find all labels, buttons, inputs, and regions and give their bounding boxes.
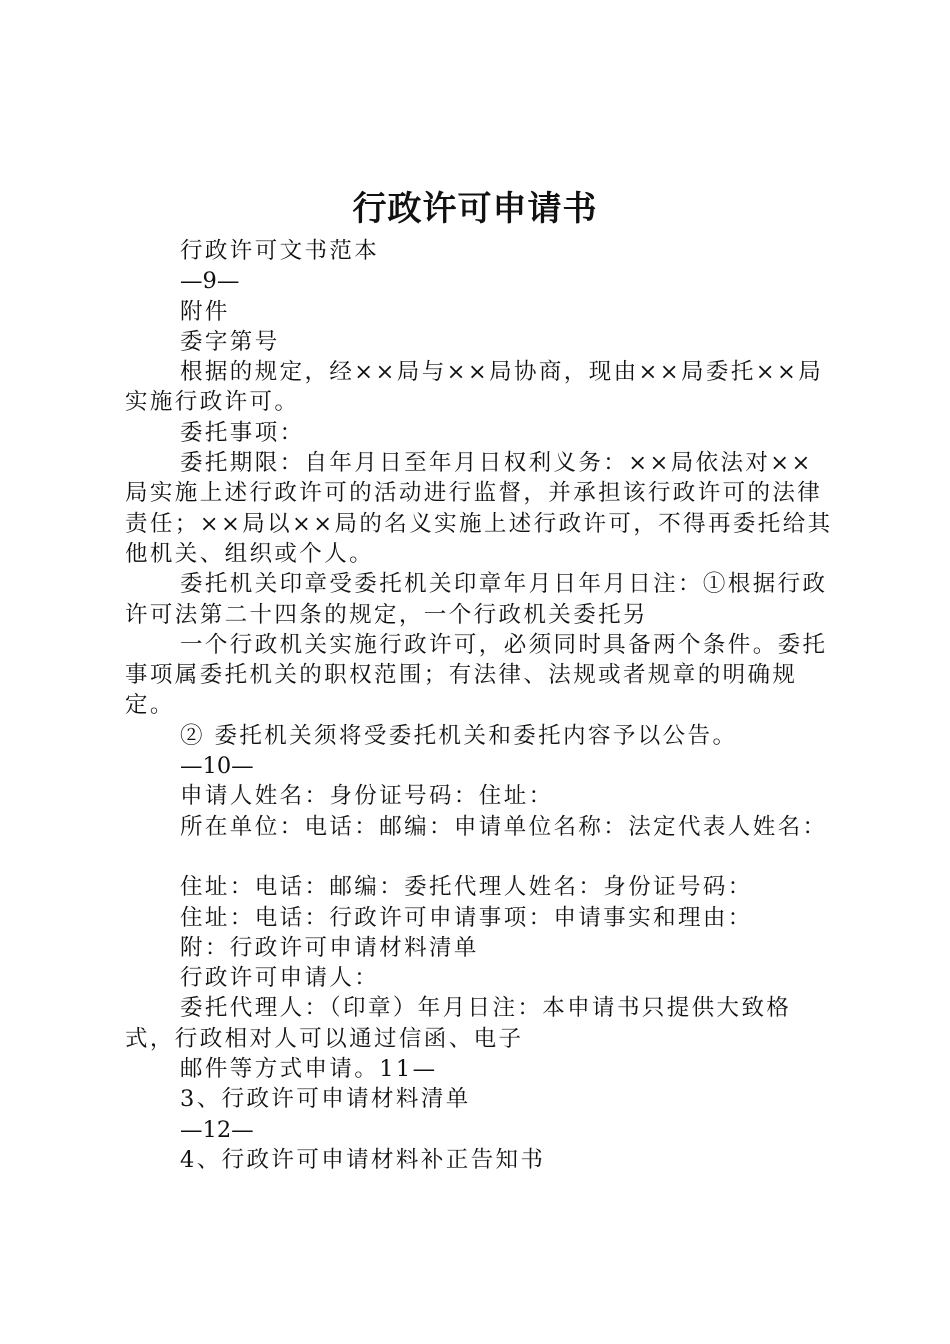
- paragraph-entrusted-matters: 委托事项：: [180, 419, 305, 446]
- paragraph-agent-sign: 委托代理人：（印章）年月日注：本申请书只提供大致格式，行政相对人可以通过信函、电子: [125, 995, 792, 1052]
- paragraph-section-4: 4、行政许可申请材料补正告知书: [180, 1146, 546, 1173]
- paragraph-conditions: 一个行政机关实施行政许可，必须同时具备两个条件。委托事项属委托机关的职权范围；有法律、法规或者规章的明确规定。: [125, 631, 828, 719]
- paragraph-entrust-period: 委托期限：自年月日至年月日权利义务：××局依法对××局实施上述行政许可的活动进行监督，并承担该行政许可的法律责任；××局以××局的名义实施上述行政许可，不得再委托给其他机关、组织或个人。: [125, 450, 833, 567]
- page-number-10: —10—: [180, 753, 254, 780]
- paragraph-agent: 住址：电话：邮编：委托代理人姓名：身份证号码：: [180, 874, 753, 901]
- paragraph-basis: 根据的规定，经××局与××局协商，现由××局委托××局实施行政许可。: [125, 359, 824, 416]
- page-number-9: —9—: [180, 268, 240, 295]
- paragraph-doc-template: 行政许可文书范本: [180, 238, 380, 264]
- paragraph-seal-note: 委托机关印章受委托机关印章年月日年月日注：①根据行政许可法第二十四条的规定，一个行政机关委托另: [125, 571, 828, 628]
- paragraph-employer: 所在单位：电话：邮编：申请单位名称：法定代表人姓名：: [180, 813, 828, 840]
- paragraph-section-3: 3、行政许可申请材料清单: [180, 1086, 471, 1113]
- blank-line: [125, 842, 837, 872]
- paragraph-doc-number: 委字第号: [180, 328, 280, 355]
- paragraph-materials-list: 附：行政许可申请材料清单: [180, 934, 479, 961]
- paragraph-announcement: ② 委托机关须将受委托机关和委托内容予以公告。: [180, 722, 738, 749]
- paragraph-applicant-name: 申请人姓名：身份证号码：住址：: [180, 783, 554, 810]
- paragraph-application-matter: 住址：电话：行政许可申请事项：申请事实和理由：: [180, 904, 753, 931]
- paragraph-email-method: 邮件等方式申请。11—: [180, 1056, 438, 1083]
- paragraph-applicant-sign: 行政许可申请人：: [180, 965, 380, 992]
- page-number-12: —12—: [180, 1116, 254, 1143]
- document-title: 行政许可申请书: [352, 189, 598, 229]
- paragraph-attachment: 附件: [180, 298, 230, 325]
- document-body: [125, 236, 837, 1175]
